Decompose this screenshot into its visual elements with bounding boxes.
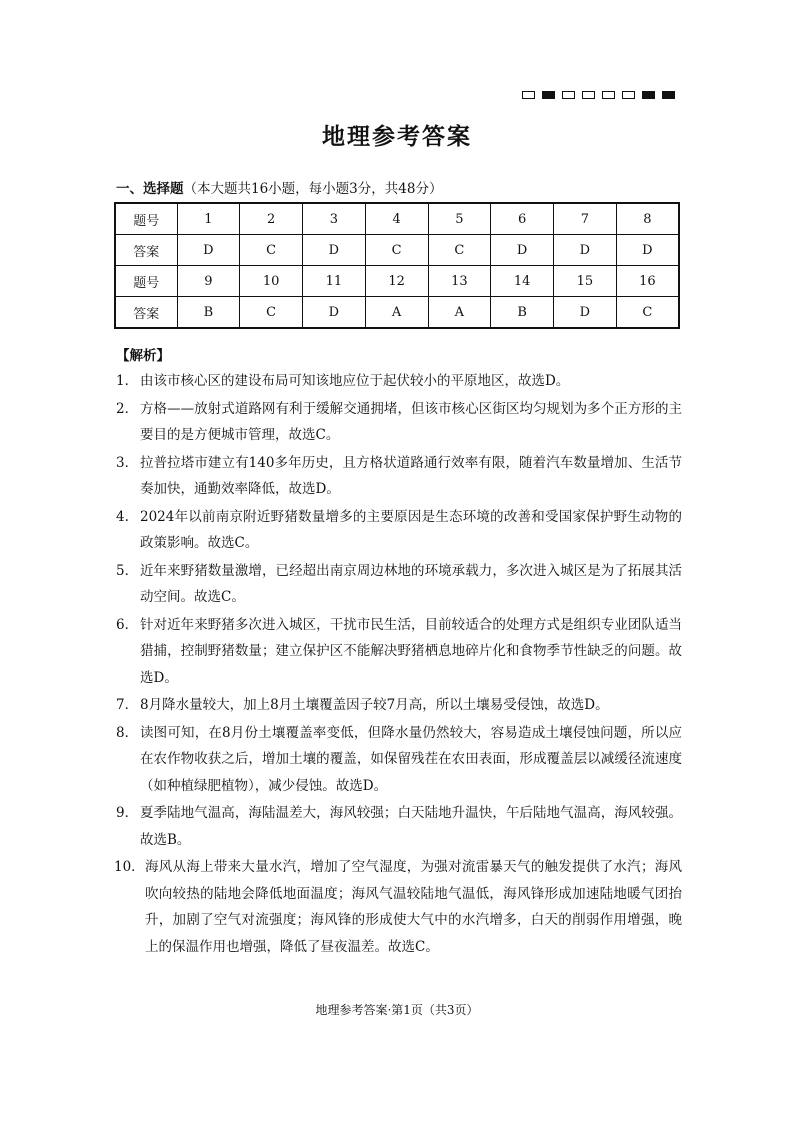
table-cell: D	[303, 235, 366, 266]
table-cell: C	[365, 235, 428, 266]
table-cell: A	[428, 297, 491, 329]
item-text: 方格——放射式道路网有利于缓解交通拥堵，但该市核心区街区均匀规划为多个正方形的主要目的是方便城市管理，故选C。	[140, 400, 682, 443]
table-cell: 7	[554, 203, 617, 235]
list-item	[116, 396, 682, 449]
item-number: 8．	[116, 724, 139, 741]
mark-empty	[602, 91, 615, 99]
table-row	[115, 297, 679, 329]
table-cell: C	[240, 297, 303, 329]
table-cell: D	[491, 235, 554, 266]
table-cell: 4	[365, 203, 428, 235]
analysis-list	[116, 368, 682, 961]
item-number: 10．	[114, 859, 145, 875]
item-number: 2．	[116, 400, 139, 417]
mark-empty	[522, 91, 535, 99]
table-cell: 11	[303, 266, 366, 297]
table-cell: D	[616, 235, 679, 266]
table-cell: 13	[428, 266, 491, 297]
table-cell: C	[240, 235, 303, 266]
table-cell: 9	[177, 266, 240, 297]
item-number: 4.	[116, 508, 129, 525]
table-cell: 16	[616, 266, 679, 297]
list-item	[116, 800, 682, 853]
table-cell: 3	[303, 203, 366, 235]
table-cell: B	[491, 297, 554, 329]
table-cell: 10	[240, 266, 303, 297]
mark-empty	[582, 91, 595, 99]
list-item	[116, 854, 682, 960]
table-cell: D	[554, 297, 617, 329]
list-item	[116, 450, 682, 503]
table-cell: A	[365, 297, 428, 329]
table-cell: 2	[240, 203, 303, 235]
table-cell: 14	[491, 266, 554, 297]
analysis-heading: 【解析】	[116, 348, 170, 364]
mark-empty	[622, 91, 635, 99]
section-note: （本大题共16小题，每小题3分，共48分）	[183, 181, 443, 197]
item-text: 拉普拉塔市建立有140多年历史，且方格状道路通行效率有限，随着汽车数量增加、生活节奏加快，通勤效率降低，故选D。	[140, 454, 682, 497]
table-cell: D	[177, 235, 240, 266]
item-number: 9．	[116, 805, 139, 821]
table-cell: 12	[365, 266, 428, 297]
item-number: 6．	[116, 616, 139, 633]
item-number: 7．	[116, 697, 139, 713]
table-cell: 5	[428, 203, 491, 235]
item-number: 1．	[116, 373, 139, 389]
answer-sheet-marks	[522, 91, 675, 99]
table-cell: D	[554, 235, 617, 266]
page-title: 地理参考答案	[322, 124, 472, 150]
list-item	[116, 692, 682, 719]
list-item	[116, 558, 682, 611]
mark-filled	[542, 91, 555, 99]
list-item	[116, 720, 682, 800]
item-text: 8月降水量较大，加上8月土壤覆盖因子较7月高，所以土壤易受侵蚀，故选D。	[140, 697, 609, 713]
table-cell: B	[177, 297, 240, 329]
mark-filled	[642, 91, 655, 99]
mark-filled	[662, 91, 675, 99]
row-header-cell: 题号	[115, 266, 177, 297]
table-row	[115, 235, 679, 266]
item-number: 3．	[116, 454, 139, 471]
page-footer: 地理参考答案·第1页（共3页）	[315, 1003, 479, 1017]
table-row	[115, 266, 679, 297]
table-cell: 15	[554, 266, 617, 297]
mark-empty	[562, 91, 575, 99]
section-label: 一、选择题	[116, 181, 184, 197]
table-cell: C	[428, 235, 491, 266]
table-cell: D	[303, 297, 366, 329]
item-text: 由该市核心区的建设布局可知该地应位于起伏较小的平原地区，故选D。	[140, 373, 570, 389]
table-cell: C	[616, 297, 679, 329]
item-text: 近年来野猪数量激增，已经超出南京周边林地的环境承载力，多次进入城区是为了拓展其活动空间。故选C。	[140, 562, 682, 605]
row-header-cell: 题号	[115, 203, 177, 235]
list-item	[116, 504, 682, 557]
item-text: 夏季陆地气温高，海陆温差大，海风较强；白天陆地升温快，午后陆地气温高，海风较强。故选B。	[140, 805, 682, 848]
table-cell: 8	[616, 203, 679, 235]
item-number: 5．	[116, 562, 139, 579]
item-text: 针对近年来野猪多次进入城区，干扰市民生活，目前较适合的处理方式是组织专业团队适当猎捕，控制野猪数量；建立保护区不能解决野猪栖息地碎片化和食物季节性缺乏的问题。故选D。	[140, 616, 682, 686]
list-item	[116, 612, 682, 692]
row-header-cell: 答案	[115, 235, 177, 266]
answer-table	[114, 202, 680, 329]
table-cell: 1	[177, 203, 240, 235]
item-text: 读图可知，在8月份土壤覆盖率变低，但降水量仍然较大，容易造成土壤侵蚀问题，所以应在农作物收获之后，增加土壤的覆盖，如保留残茬在农田表面，形成覆盖层以减缓径流速度（如种植绿肥植物），减少侵蚀。故选D。	[140, 724, 682, 794]
item-text: 2024年以前南京附近野猪数量增多的主要原因是生态环境的改善和受国家保护野生动物的政策影响。故选C。	[140, 508, 682, 551]
row-header-cell: 答案	[115, 297, 177, 329]
table-cell: 6	[491, 203, 554, 235]
list-item	[116, 368, 682, 395]
table-row	[115, 203, 679, 235]
item-text: 海风从海上带来大量水汽，增加了空气湿度，为强对流雷暴天气的触发提供了水汽；海风吹向较热的陆地会降低地面温度；海风气温较陆地气温低，海风锋形成加速陆地暖气团抬升，加剧了空气对流强度；海风锋的形成使大气中的水汽增多，白天的削弱作用增强，晚上的保温作用也增强，降低了昼夜温差。故选C。	[145, 859, 682, 955]
section-heading	[116, 177, 442, 197]
